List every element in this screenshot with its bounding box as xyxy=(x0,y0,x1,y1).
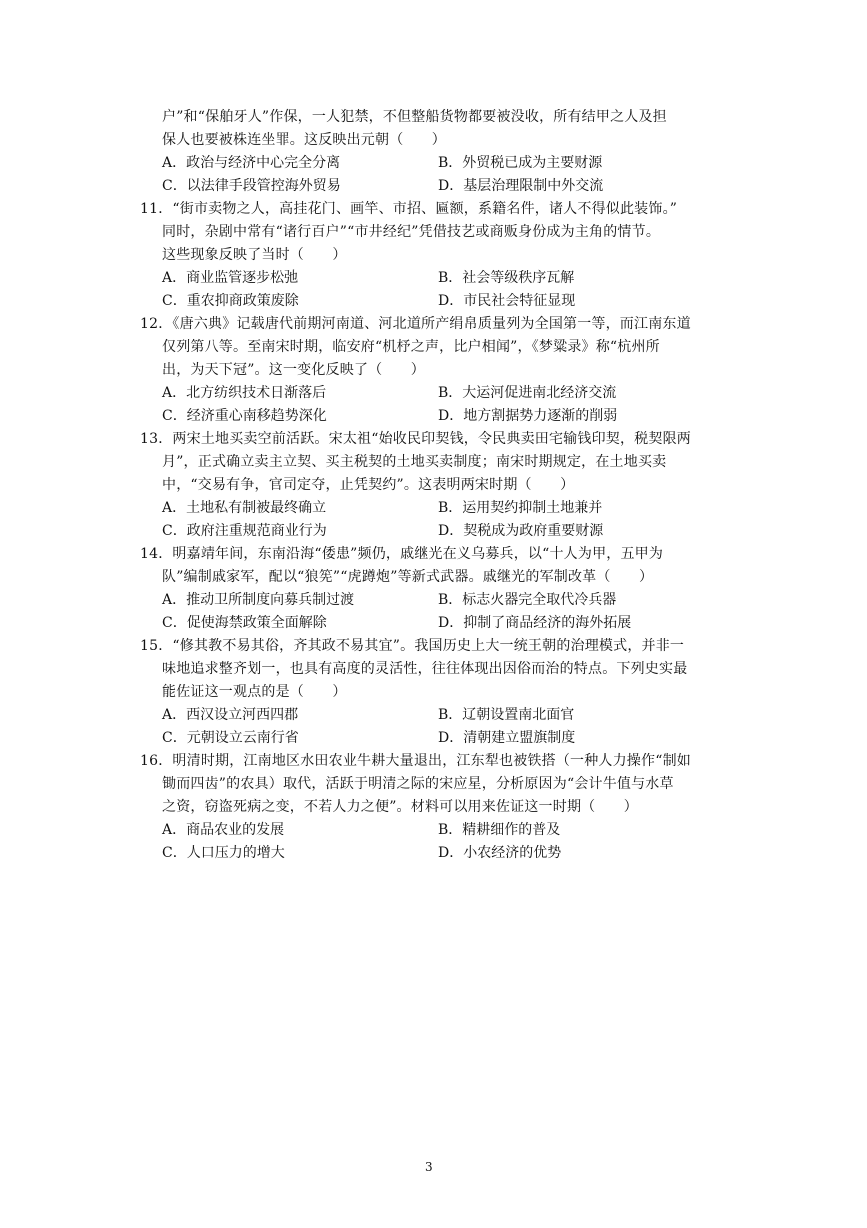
q11-option-b: B．社会等级秩序瓦解 xyxy=(438,270,575,286)
q11-option-c: C．重农抑商政策废除 xyxy=(162,293,299,309)
q16-option-a: A．商品农业的发展 xyxy=(162,822,285,838)
q16-option-d: D．小农经济的优势 xyxy=(438,845,562,861)
q11-option-a: A．商业监管逐步松弛 xyxy=(162,270,299,286)
q10-option-a: A．政治与经济中心完全分离 xyxy=(162,155,341,171)
q13-line-2: 月”，正式确立卖主立契、买主税契的土地买卖制度；南宋时期规定，在土地买卖 xyxy=(162,454,667,470)
q14-line-1: 14．明嘉靖年间，东南沿海“倭患”频仍，戚继光在义乌募兵，以“十人为甲，五甲为 xyxy=(140,546,664,562)
q15-option-d: D．清朝建立盟旗制度 xyxy=(438,730,576,746)
q11-line-1: 11．“街市卖物之人，高挂花门、画竿、市招、匾额，系籍名件，诸人不得似此装饰。” xyxy=(140,201,678,217)
q14-option-c: C．促使海禁政策全面解除 xyxy=(162,615,327,631)
q14-line-2: 队”编制戚家军，配以“狼筅”“虎蹲炮”等新式武器。戚继光的军制改革（ ） xyxy=(162,569,654,585)
q11-option-d: D．市民社会特征显现 xyxy=(438,293,576,309)
q15-line-3: 能佐证这一观点的是（ ） xyxy=(162,684,347,700)
q13-option-b: B．运用契约抑制土地兼并 xyxy=(438,500,603,516)
q11-line-3: 这些现象反映了当时（ ） xyxy=(162,247,347,263)
q15-line-2: 味地追求整齐划一，也具有高度的灵活性，往往体现出因俗而治的特点。下列史实最 xyxy=(162,661,688,677)
q12-line-2: 仅列第八等。至南宋时期，临安府“机杼之声，比户相闻”，《梦粱录》称“杭州所 xyxy=(162,339,660,355)
q10-option-d: D．基层治理限制中外交流 xyxy=(438,178,604,194)
q12-line-1: 12．《唐六典》记载唐代前期河南道、河北道所产绢帛质量列为全国第一等，而江南东道 xyxy=(140,316,691,332)
q10-line-2: 保人也要被株连坐罪。这反映出元朝（ ） xyxy=(162,132,446,148)
q15-option-a: A．西汉设立河西四郡 xyxy=(162,707,299,723)
q13-line-1: 13．两宋土地买卖空前活跃。宋太祖“始收民印契钱，令民典卖田宅输钱印契，税契限两 xyxy=(140,431,691,447)
q15-option-c: C．元朝设立云南行省 xyxy=(162,730,299,746)
q11-line-2: 同时，杂剧中常有“诸行百户”“市井经纪”凭借技艺或商贩身份成为主角的情节。 xyxy=(162,224,661,240)
q12-line-3: 出，为天下冠”。这一变化反映了（ ） xyxy=(162,362,425,378)
q16-line-2: 锄而四齿”的农具）取代，活跃于明清之际的宋应星，分析原因为“会计牛值与水草 xyxy=(162,776,674,792)
q16-line-3: 之资，窃盗死病之变，不若人力之便”。材料可以用来佐证这一时期（ ） xyxy=(162,799,638,815)
page-number: 3 xyxy=(425,1160,433,1174)
q16-line-1: 16．明清时期，江南地区水田农业牛耕大量退出，江东犁也被铁搭（一种人力操作“制如 xyxy=(140,753,691,769)
q14-option-d: D．抑制了商品经济的海外拓展 xyxy=(438,615,632,631)
q10-option-b: B．外贸税已成为主要财源 xyxy=(438,155,603,171)
q15-option-b: B．辽朝设置南北面官 xyxy=(438,707,575,723)
q13-option-d: D．契税成为政府重要财源 xyxy=(438,523,604,539)
q16-option-c: C．人口压力的增大 xyxy=(162,845,285,861)
q15-line-1: 15．“修其教不易其俗，齐其政不易其宜”。我国历史上大一统王朝的治理模式，并非一 xyxy=(140,638,685,654)
q13-option-c: C．政府注重规范商业行为 xyxy=(162,523,327,539)
q14-option-a: A．推动卫所制度向募兵制过渡 xyxy=(162,592,355,608)
q12-option-a: A．北方纺织技术日渐落后 xyxy=(162,385,327,401)
q13-line-3: 中，“交易有争，官司定夺，止凭契约”。这表明两宋时期（ ） xyxy=(162,477,575,493)
q12-option-c: C．经济重心南移趋势深化 xyxy=(162,408,327,424)
q10-line-1: 户”和“保舶牙人”作保，一人犯禁，不但整船货物都要被没收，所有结甲之人及担 xyxy=(162,109,667,125)
q12-option-d: D．地方割据势力逐渐的削弱 xyxy=(438,408,618,424)
q10-option-c: C．以法律手段管控海外贸易 xyxy=(162,178,341,194)
q12-option-b: B．大运河促进南北经济交流 xyxy=(438,385,617,401)
q13-option-a: A．土地私有制被最终确立 xyxy=(162,500,327,516)
q14-option-b: B．标志火器完全取代冷兵器 xyxy=(438,592,617,608)
q16-option-b: B．精耕细作的普及 xyxy=(438,822,561,838)
